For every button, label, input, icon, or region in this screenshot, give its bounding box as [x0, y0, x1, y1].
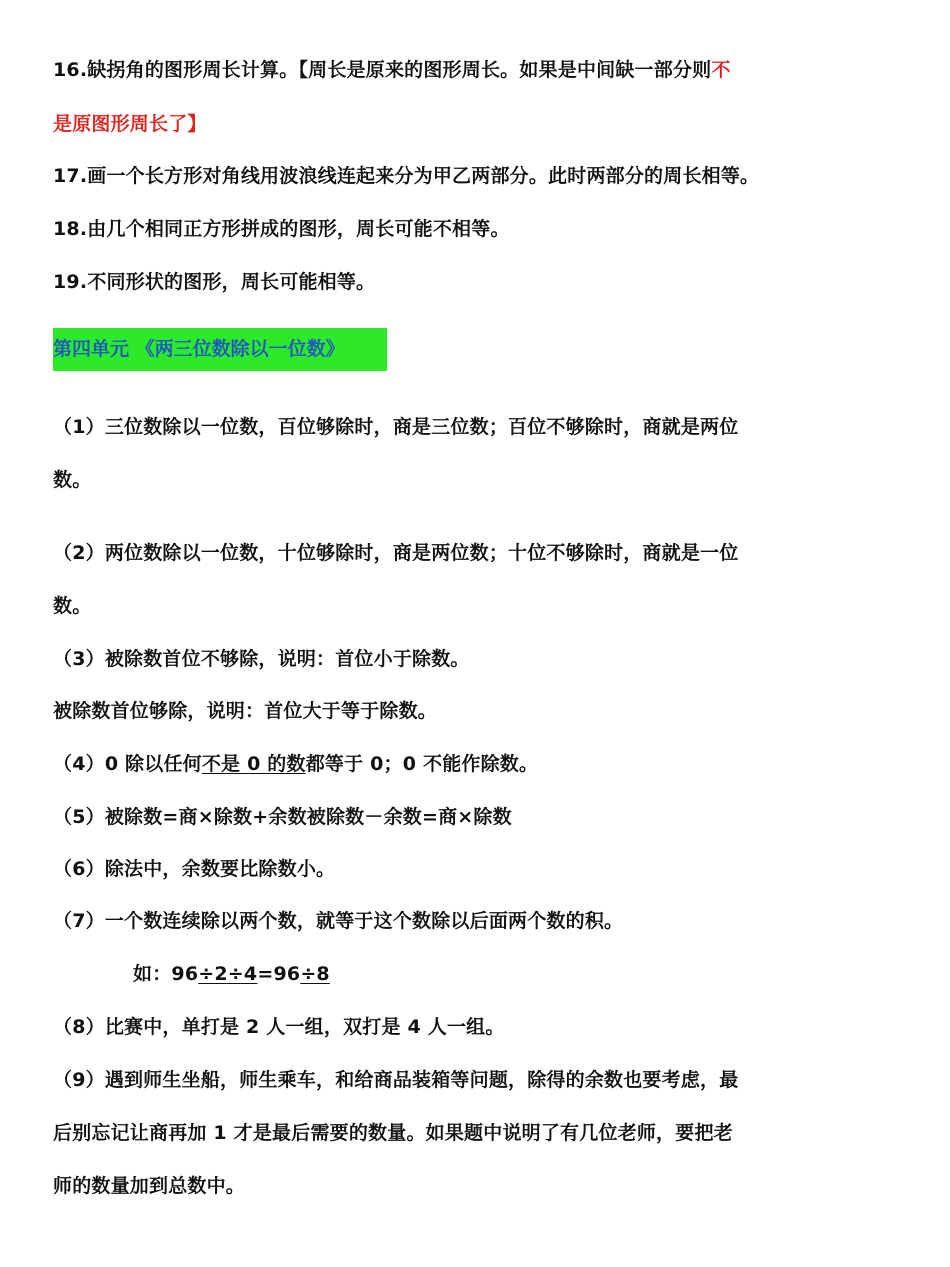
item-16-line-1 — [53, 58, 731, 82]
example-underlined-b: ÷2÷4 — [198, 963, 258, 985]
unit-4-heading: 第四单元 《两三位数除以一位数》 — [53, 328, 387, 371]
point-1-line-2: 数。 — [53, 469, 92, 491]
point-7-example — [133, 962, 330, 986]
example-text-a: 如：96 — [133, 963, 199, 985]
point-2-line-2: 数。 — [53, 595, 92, 617]
item-18: 18.由几个相同正方形拼成的图形，周长可能不相等。 — [53, 218, 510, 240]
point-5: （5）被除数=商×除数+余数被除数－余数=商×除数 — [53, 806, 512, 828]
point-1-line-1: （1）三位数除以一位数，百位够除时，商是三位数；百位不够除时，商就是两位 — [53, 416, 739, 438]
point-4-underlined: 不是 0 的数 — [201, 753, 306, 775]
point-4 — [53, 752, 538, 776]
point-3-line-1: （3）被除数首位不够除，说明：首位小于除数。 — [53, 648, 470, 670]
point-9-line-1: （9）遇到师生坐船，师生乘车，和给商品装箱等问题，除得的余数也要考虑，最 — [53, 1069, 739, 1091]
point-7-line-1: （7）一个数连续除以两个数，就等于这个数除以后面两个数的积。 — [53, 910, 624, 932]
example-underlined-d: ÷8 — [300, 963, 330, 985]
example-text-c: =96 — [257, 963, 301, 985]
point-3-line-2: 被除数首位够除，说明：首位大于等于除数。 — [53, 700, 438, 722]
item-16-red-text: 不 — [711, 59, 731, 81]
point-4-text-a: （4）0 除以任何 — [53, 753, 202, 775]
point-8: （8）比赛中，单打是 2 人一组，双打是 4 人一组。 — [53, 1016, 505, 1038]
point-4-text-c: 都等于 0；0 不能作除数。 — [305, 753, 539, 775]
point-2-line-1: （2）两位数除以一位数，十位够除时，商是两位数；十位不够除时，商就是一位 — [53, 542, 739, 564]
item-17: 17.画一个长方形对角线用波浪线连起来分为甲乙两部分。此时两部分的周长相等。 — [53, 165, 760, 187]
item-19: 19.不同形状的图形，周长可能相等。 — [53, 271, 376, 293]
point-9-line-2: 后别忘记让商再加 1 才是最后需要的数量。如果题中说明了有几位老师，要把老 — [53, 1122, 733, 1144]
point-9-line-3: 师的数量加到总数中。 — [53, 1175, 246, 1197]
item-16-text: 16.缺拐角的图形周长计算。【周长是原来的图形周长。如果是中间缺一部分则 — [53, 59, 712, 81]
item-16-line-2: 是原图形周长了】 — [53, 113, 207, 135]
point-6: （6）除法中，余数要比除数小。 — [53, 858, 336, 880]
